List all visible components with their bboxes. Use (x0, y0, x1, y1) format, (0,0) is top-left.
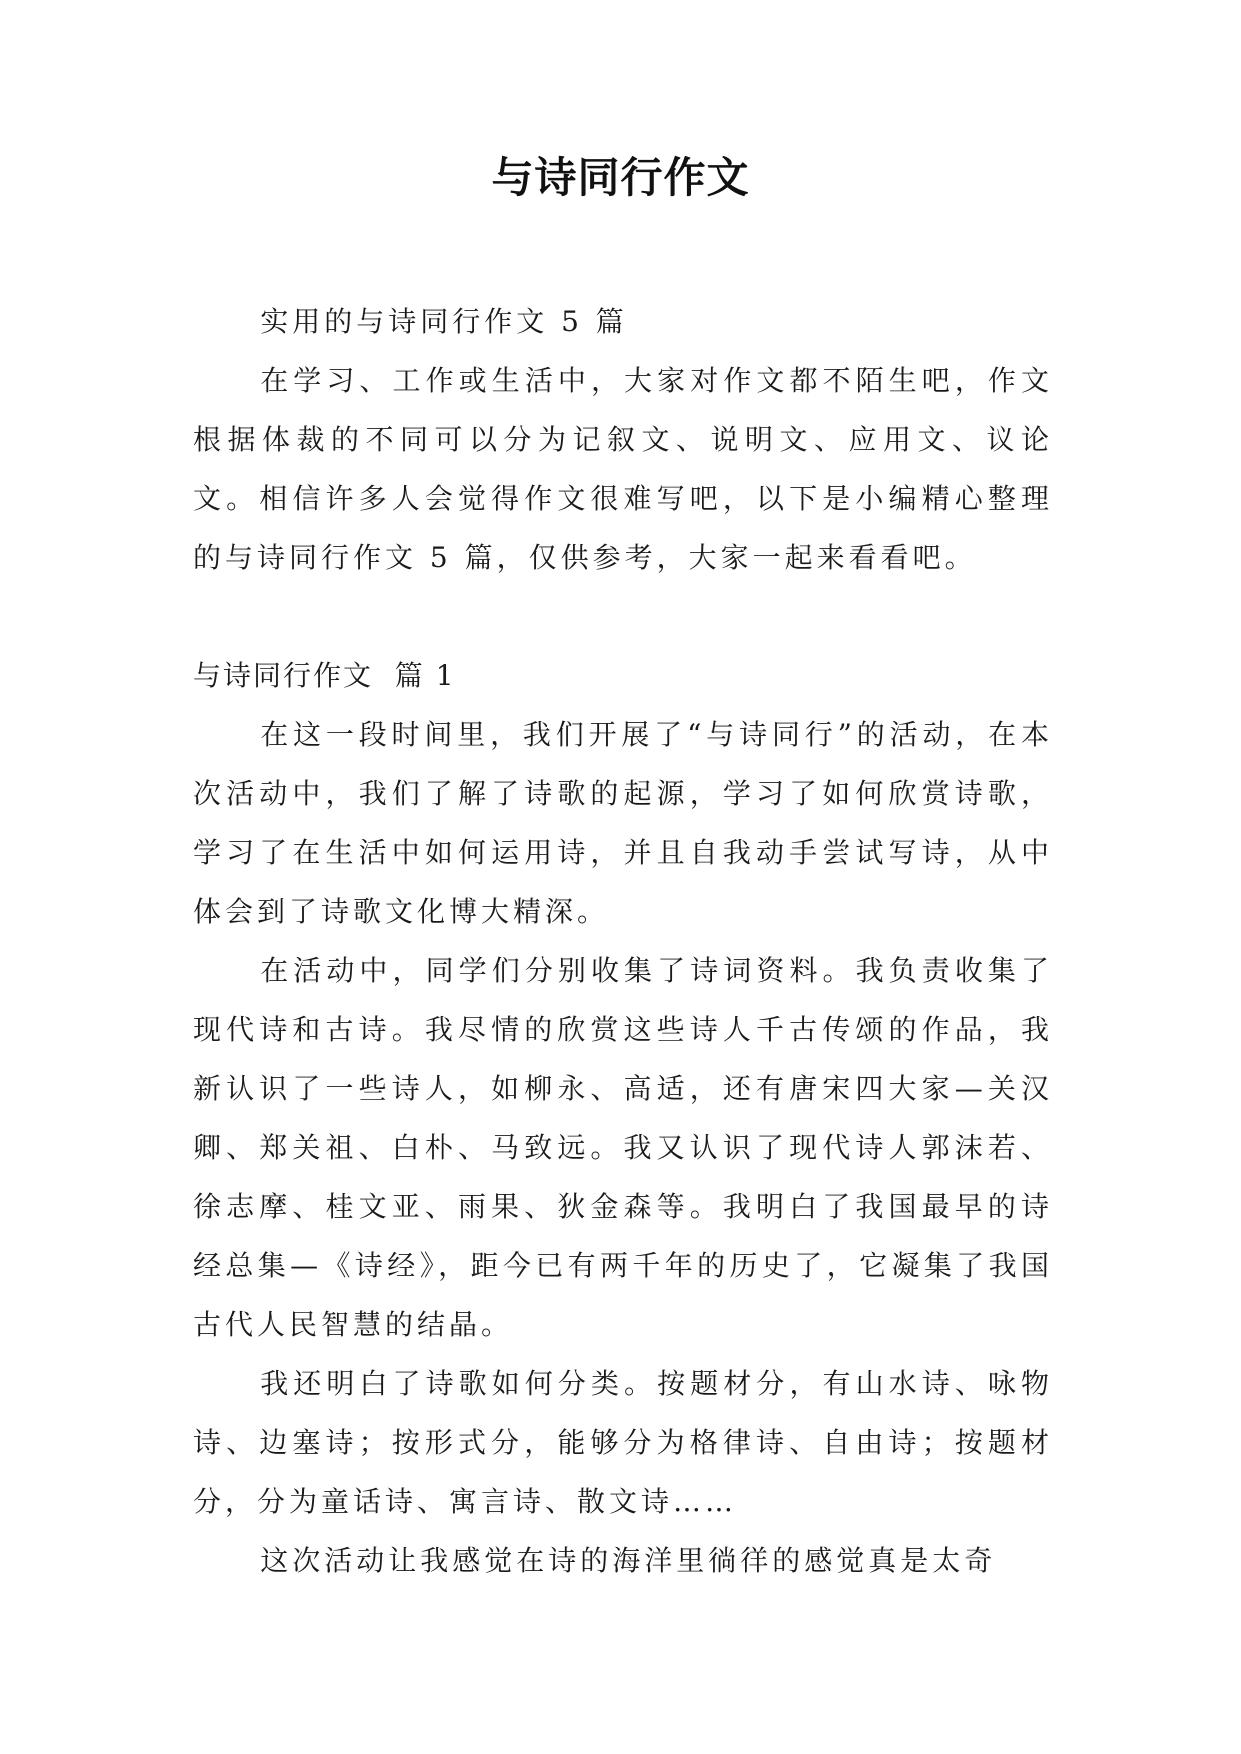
body-paragraph: 在这一段时间里，我们开展了“与诗同行”的活动，在本次活动中，我们了解了诗歌的起源，学习了如何欣赏诗歌，学习了在生活中如何运用诗，并且自我动手尝试写诗，从中体会到了诗歌文化博大精深。 (193, 718, 1053, 928)
body-paragraph: 这次活动让我感觉在诗的海洋里徜徉的感觉真是太奇 (260, 1544, 997, 1577)
body-paragraph: 在活动中，同学们分别收集了诗词资料。我负责收集了现代诗和古诗。我尽情的欣赏这些诗人千古传颂的作品，我新认识了一些诗人，如柳永、高适，还有唐宋四大家—关汉卿、郑关祖、白朴、马致远。我又认识了现代诗人郭沫若、徐志摩、桂文亚、雨果、狄金森等。我明白了我国最早的诗经总集—《诗经》，距今已有两千年的历史了，它凝集了我国古代人民智慧的结晶。 (193, 954, 1053, 1341)
document-body (193, 292, 1053, 1590)
document-title: 与诗同行作文 (491, 153, 750, 202)
intro-subtitle: 实用的与诗同行作文 5 篇 (260, 305, 628, 338)
body-paragraph: 我还明白了诗歌如何分类。按题材分，有山水诗、咏物诗、边塞诗；按形式分，能够分为格律诗、自由诗；按题材分，分为童话诗、寓言诗、散文诗…… (193, 1367, 1053, 1518)
section-heading: 与诗同行作文 篇 1 (193, 659, 456, 692)
intro-paragraph: 在学习、工作或生活中，大家对作文都不陌生吧，作文根据体裁的不同可以分为记叙文、说明文、应用文、议论文。相信许多人会觉得作文很难写吧，以下是小编精心整理的与诗同行作文 5 篇，仅供参考，大家一起来看看吧。 (193, 364, 1053, 574)
